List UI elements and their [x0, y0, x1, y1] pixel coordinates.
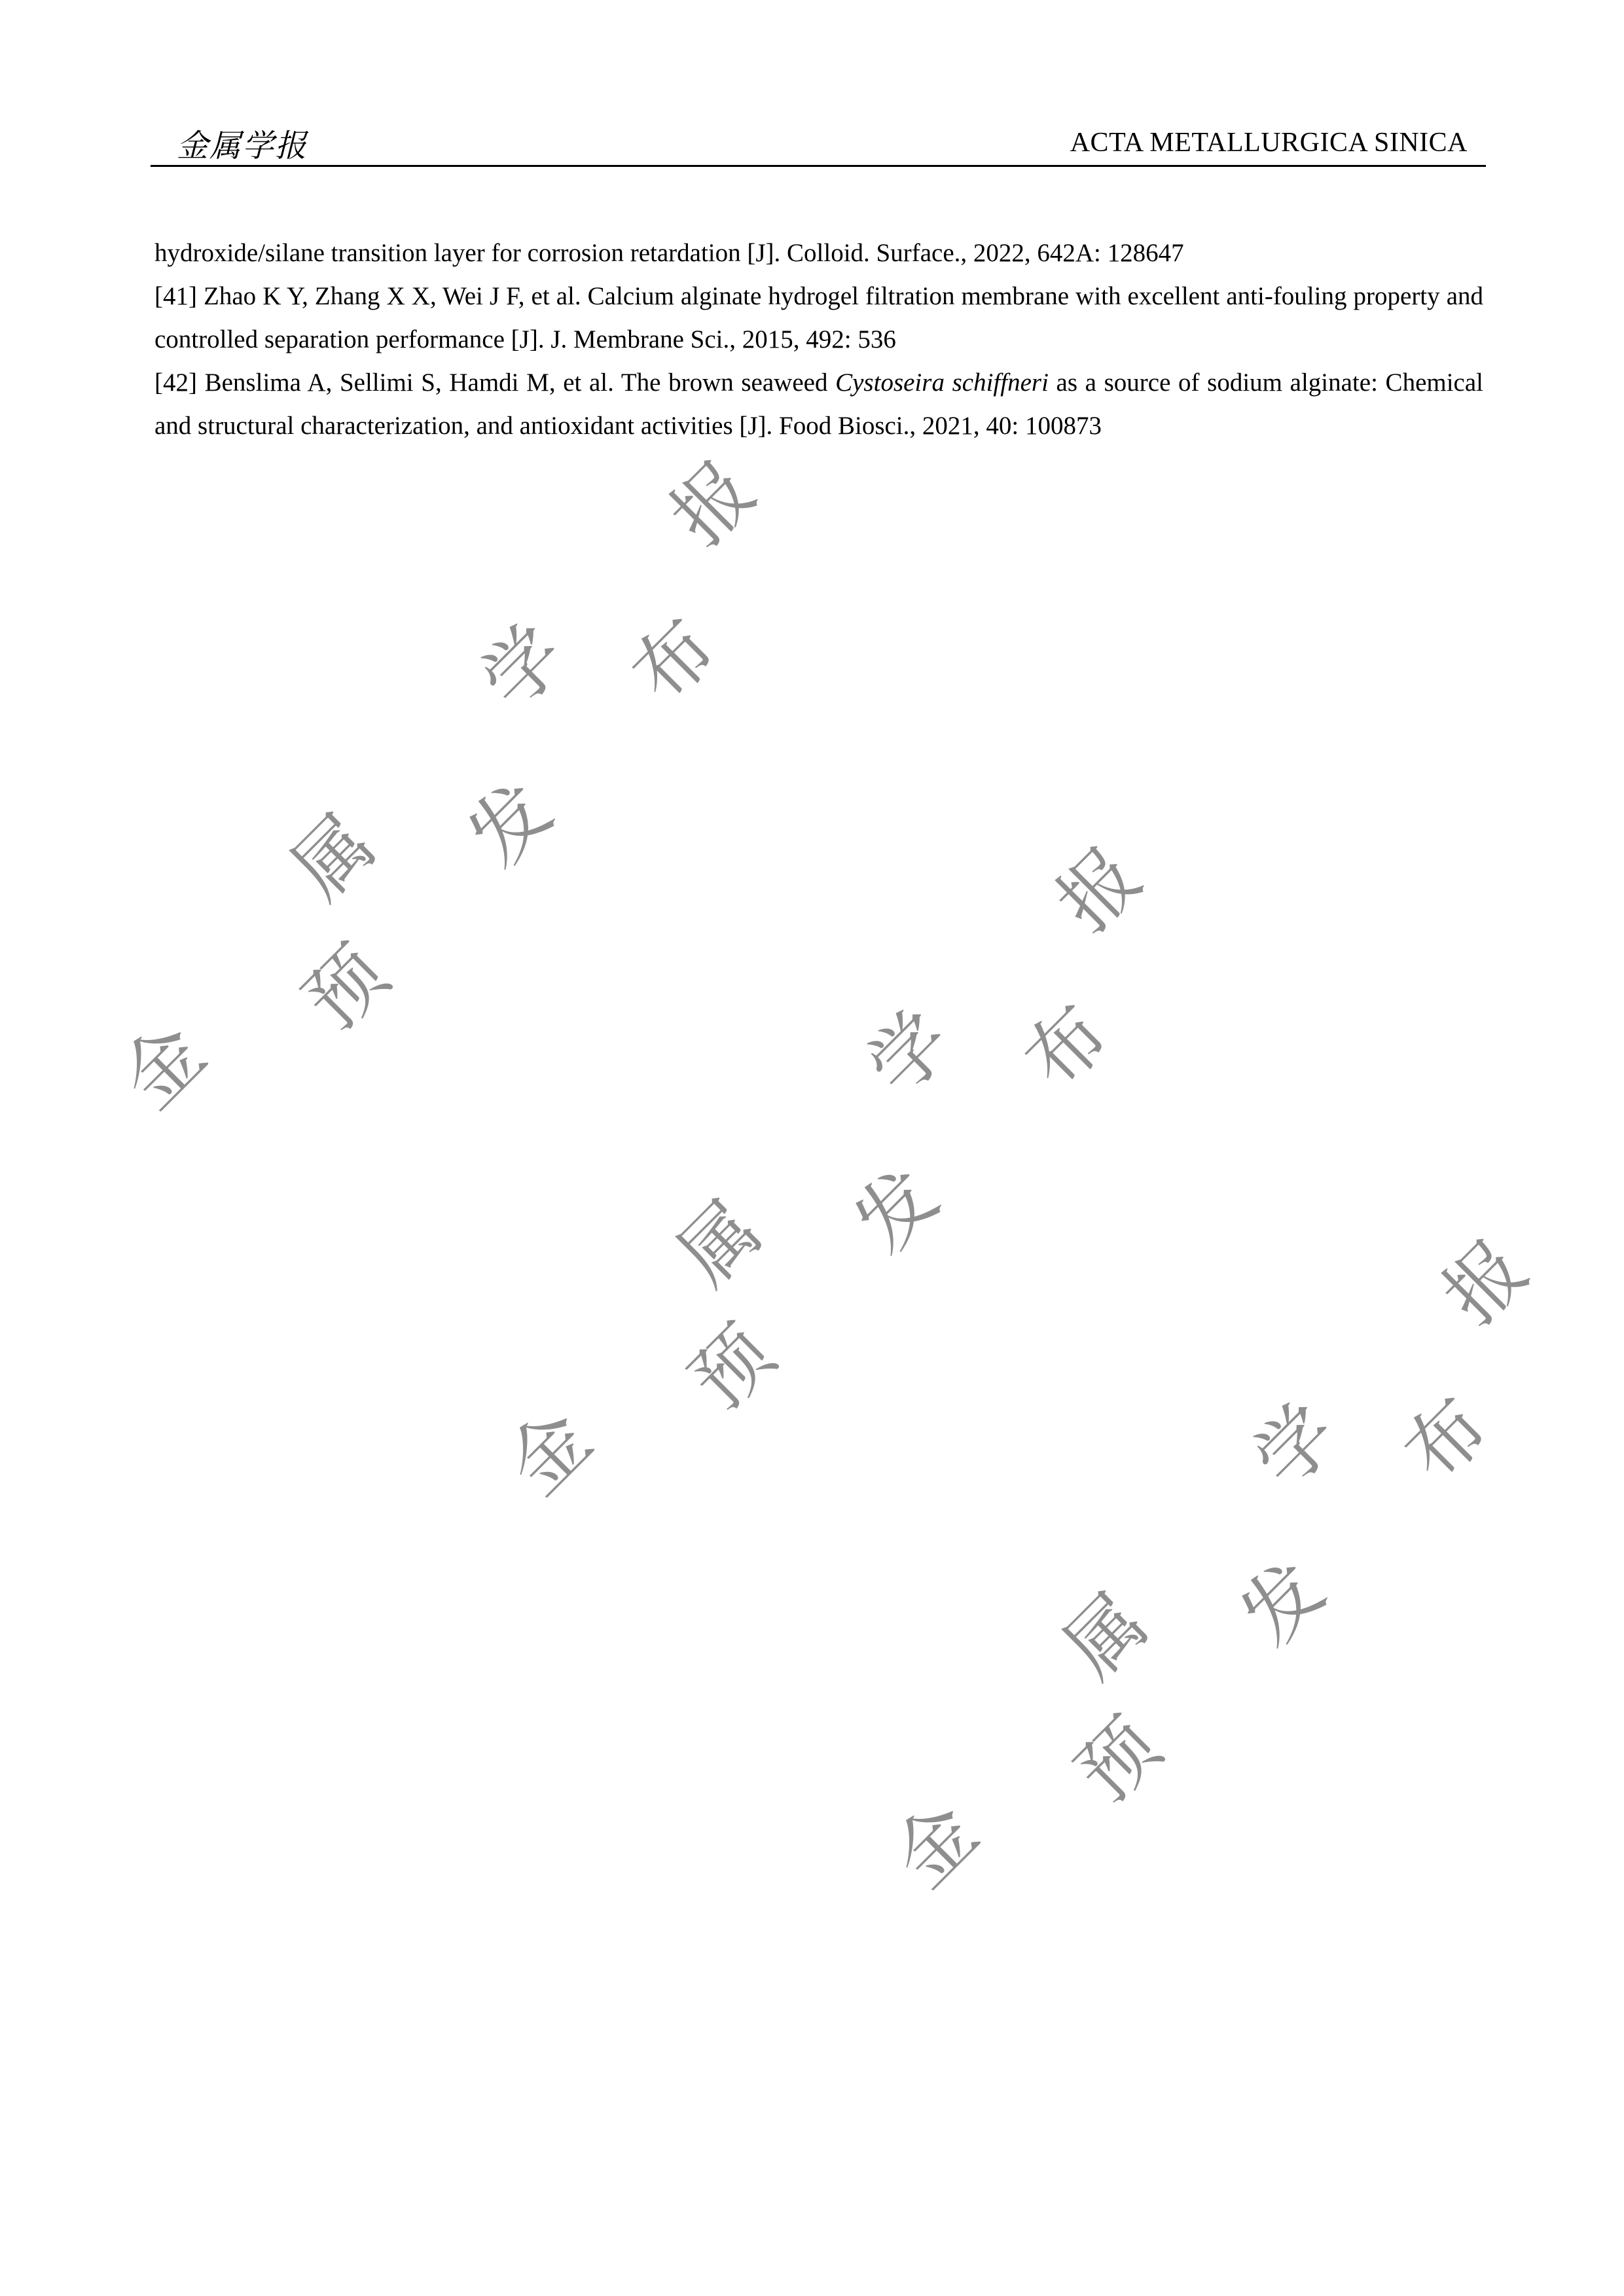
page-header: [151, 111, 1486, 167]
reference-item: [154, 232, 1483, 275]
watermark-char: 布: [1007, 987, 1126, 1106]
reference-item: [154, 275, 1483, 361]
journal-name: ACTA METALLURGICA SINICA: [1070, 128, 1468, 158]
watermark-char: 报: [1039, 830, 1159, 949]
reference-list: [154, 232, 1483, 448]
watermark-char: 学: [463, 607, 583, 726]
watermark-char: 预: [287, 928, 406, 1047]
journal-logo: 金属学报: [177, 128, 308, 164]
watermark-char: 属: [274, 797, 393, 916]
watermark-char: 金: [103, 1007, 223, 1126]
watermark-char: 属: [1046, 1576, 1165, 1695]
watermark-char: 发: [837, 1151, 956, 1270]
watermark-char: 发: [450, 764, 569, 884]
watermark-char: 布: [1386, 1380, 1506, 1499]
reference-text-prefix: [42] Benslima A, Sellimi S, Hamdi M, et al. The brown seaweed: [154, 368, 836, 397]
watermark-char: 金: [490, 1393, 609, 1512]
watermark-char: 学: [1236, 1386, 1355, 1505]
reference-item: [154, 361, 1483, 448]
watermark-char: 报: [1426, 1223, 1545, 1342]
reference-text: [41] Zhao K Y, Zhang X X, Wei J F, et al. Calcium alginate hydrogel filtration membrane with excellent anti-fouling property and controlled separation performance [J]. J. Membrane Sci., 2015, 492: 536: [154, 282, 1483, 353]
watermark-char: 发: [1223, 1543, 1342, 1662]
reference-text: hydroxide/silane transition layer for corrosion retardation [J]. Colloid. Surface., 2022, 642A: 128647: [154, 239, 1184, 267]
species-name: Cystoseira schiffneri: [835, 368, 1049, 397]
watermark-char: 报: [653, 444, 772, 563]
watermark-char: 学: [850, 994, 969, 1113]
watermark-char: 属: [660, 1183, 779, 1302]
watermark-char: 布: [614, 601, 733, 720]
reference-text-suffix: as a source of sodium alginate: Chemical and structural characterization, and antioxidant activities [J]. Food Biosci., 2021, 40: 100873: [154, 368, 1484, 440]
watermark-char: 预: [673, 1308, 792, 1427]
watermark-char: 预: [1059, 1700, 1178, 1820]
watermark-char: 金: [876, 1785, 995, 1905]
